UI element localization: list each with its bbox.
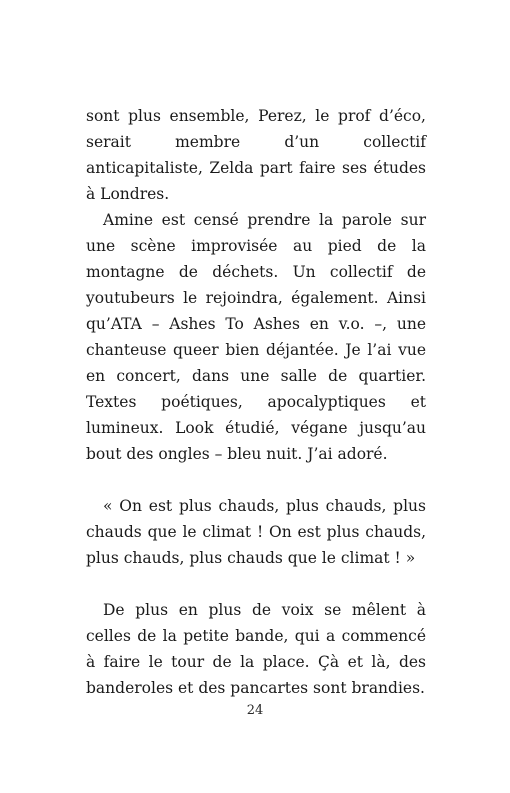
paragraph-amine: Amine est censé prendre la parole sur une scène improvisée au pied de la montagne de déchets. Un collectif de youtubeurs le rejoindra, également. Ainsi qu’ATA – Ashes To Ashes en v.o. –, une chanteuse queer bien déjantée. Je l’ai vue en concert, dans une salle de quartier. Textes poétiques, apocalyptiques et lumineux. Look étudié, végane jusqu’au bout des ongles – bleu nuit. J’ai adoré. bbox=[86, 211, 426, 463]
section-break bbox=[86, 571, 426, 597]
paragraph-crowd: De plus en plus de voix se mêlent à celles de la petite bande, qui a commencé à faire le tour de la place. Çà et là, des banderoles et des pancartes sont brandies. bbox=[86, 601, 426, 697]
paragraph-continuation: sont plus ensemble, Perez, le prof d’éco, serait membre d’un collectif anticapitaliste, Zelda part faire ses études à Londres. bbox=[86, 107, 426, 203]
page-number: 24 bbox=[246, 703, 264, 718]
page-body bbox=[86, 103, 426, 701]
paragraph-chant: « On est plus chauds, plus chauds, plus chauds que le climat ! On est plus chauds, plus chauds, plus chauds que le climat ! » bbox=[86, 497, 426, 567]
section-break bbox=[86, 467, 426, 493]
